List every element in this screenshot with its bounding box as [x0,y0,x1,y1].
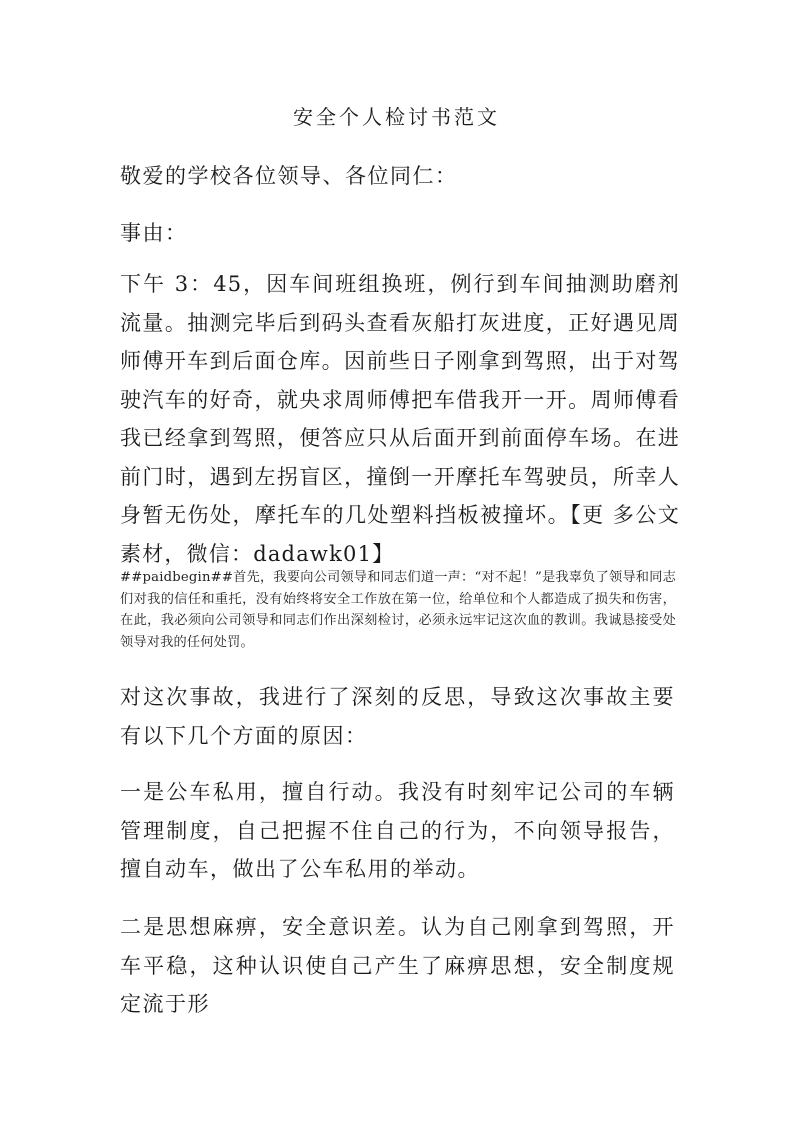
reason-two-paragraph: 二是思想麻痹，安全意识差。认为自己刚拿到驾照，开车平稳，这种认识使自己产生了麻痹思想，安全制度规定流于形 [120,915,675,1016]
reason-one-paragraph: 一是公车私用，擅自行动。我没有时刻牢记公司的车辆管理制度，自己把握不住自己的行为，不向领导报告，擅自动车，做出了公车私用的举动。 [120,780,675,881]
salutation: 敬爱的学校各位领导、各位同仁： [120,164,458,188]
apology-paragraph: ##paidbegin##首先，我要向公司领导和同志们道一声：“对不起！”是我辜负了领导和同志们对我的信任和重托，没有始终将安全工作放在第一位，给单位和个人都造成了损失和伤害，在此，我必须向公司领导和同志们作出深刻检讨，必须永远牢记这次血的教训。我诚恳接受处领导对我的任何处罚。 [120,570,676,650]
document-title: 安全个人检讨书范文 [293,105,500,129]
reflection-paragraph: 对这次事故，我进行了深刻的反思，导致这次事故主要有以下几个方面的原因： [120,685,675,748]
incident-paragraph: 下午 3：45，因车间班组换班，例行到车间抽测助磨剂流量。抽测完毕后到码头查看灰船打灰进度，正好遇见周师傅开车到后面仓库。因前些日子刚拿到驾照，出于对驾驶汽车的好奇，就央求周师傅把车借我开一开。周师傅看我已经拿到驾照，便答应只从后面开到前面停车场。在进前门时，遇到左拐盲区，撞倒一开摩托车驾驶员，所幸人身暂无伤处，摩托车的几处塑料挡板被撞坏。【更 多公文素材，微信：dadawk01】 [120,272,680,566]
reason-label: 事由： [120,221,188,245]
